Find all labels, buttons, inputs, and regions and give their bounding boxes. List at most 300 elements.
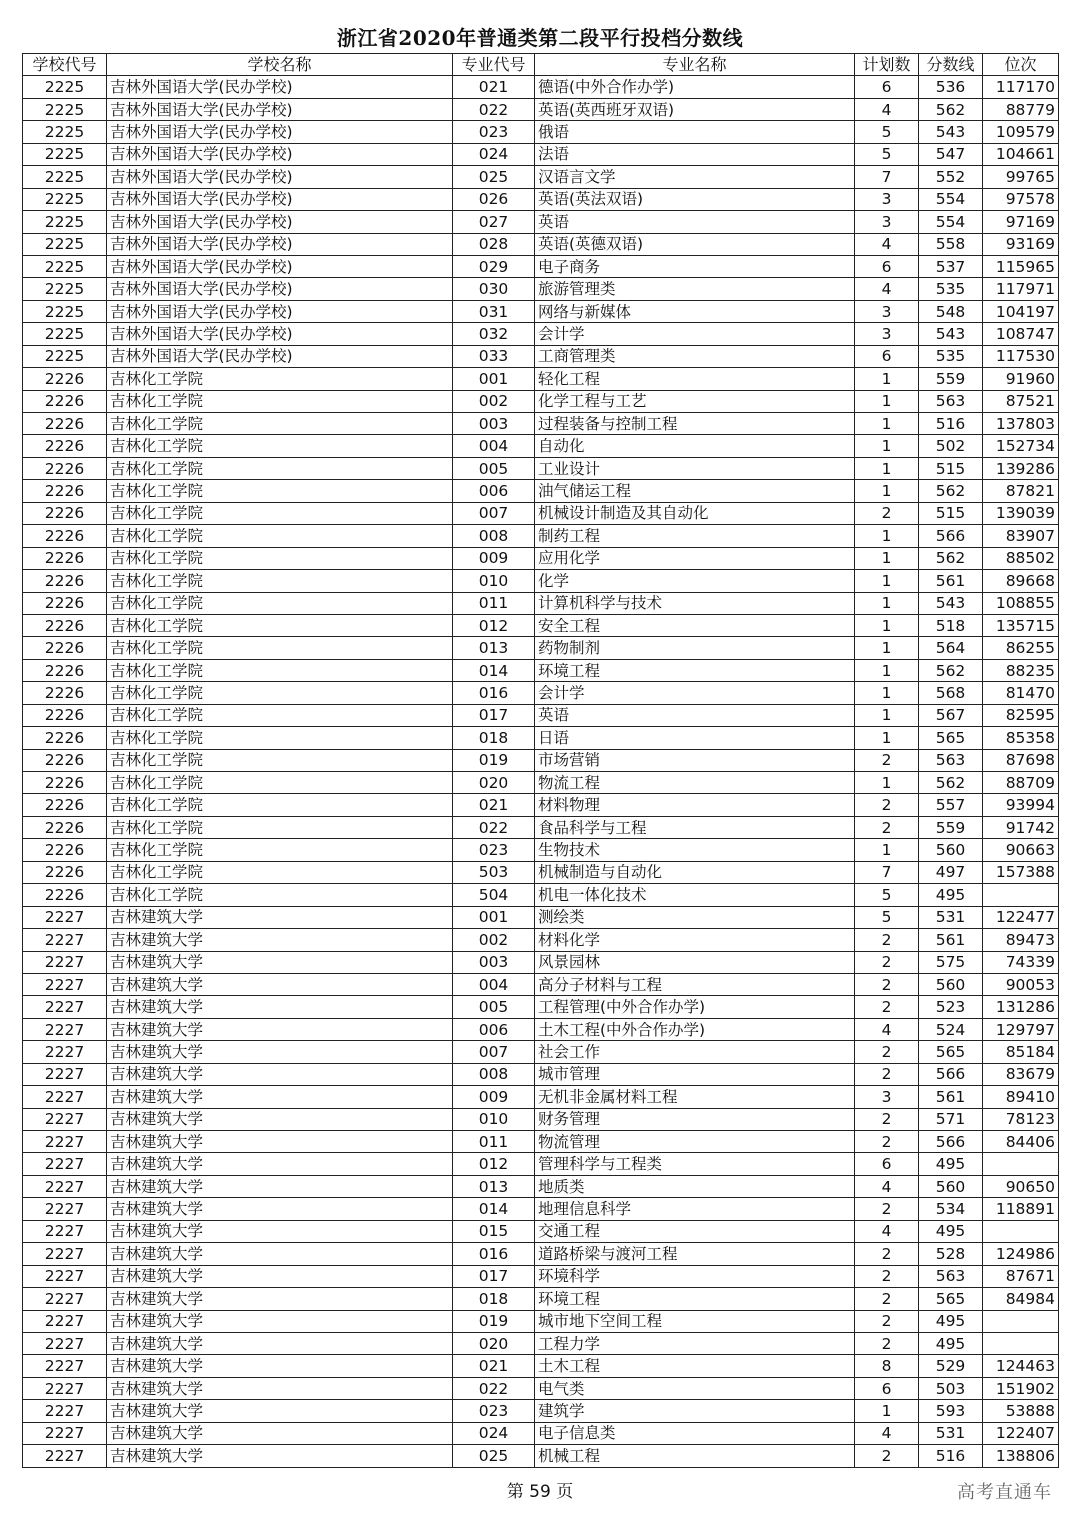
major-code-cell: 013 [453,1175,535,1197]
school-name-cell: 吉林建筑大学 [107,1220,453,1242]
score-line-cell: 524 [919,1018,983,1040]
table-row [23,1332,1059,1354]
major-code-cell: 002 [453,390,535,412]
header-major-name: 专业名称 [535,54,855,76]
rank-cell [983,1153,1059,1175]
score-line-cell: 563 [919,390,983,412]
major-name-cell: 环境工程 [535,1288,855,1310]
score-line-cell: 531 [919,1422,983,1444]
table-row [23,76,1059,98]
header-plan-count: 计划数 [855,54,919,76]
school-code-cell: 2227 [23,1243,107,1265]
table-row [23,570,1059,592]
rank-cell: 118891 [983,1198,1059,1220]
school-name-cell: 吉林化工学院 [107,457,453,479]
table-row [23,547,1059,569]
school-name-cell: 吉林化工学院 [107,659,453,681]
school-code-cell: 2226 [23,704,107,726]
plan-count-cell: 2 [855,794,919,816]
major-code-cell: 018 [453,727,535,749]
rank-cell: 91742 [983,816,1059,838]
table-row [23,816,1059,838]
school-code-cell: 2226 [23,637,107,659]
rank-cell: 117971 [983,278,1059,300]
school-name-cell: 吉林外国语大学(民办学校) [107,166,453,188]
major-code-cell: 008 [453,525,535,547]
plan-count-cell: 1 [855,480,919,502]
score-line-cell: 529 [919,1355,983,1377]
school-name-cell: 吉林建筑大学 [107,996,453,1018]
school-name-cell: 吉林外国语大学(民办学校) [107,233,453,255]
school-code-cell: 2225 [23,233,107,255]
score-line-cell: 495 [919,884,983,906]
school-name-cell: 吉林建筑大学 [107,1153,453,1175]
score-line-cell: 562 [919,772,983,794]
plan-count-cell: 3 [855,211,919,233]
rank-cell: 86255 [983,637,1059,659]
score-line-cell: 552 [919,166,983,188]
score-line-cell: 566 [919,1131,983,1153]
table-row [23,682,1059,704]
school-code-cell: 2227 [23,996,107,1018]
major-name-cell: 药物制剂 [535,637,855,659]
major-name-cell: 会计学 [535,323,855,345]
rank-cell: 139039 [983,502,1059,524]
school-name-cell: 吉林建筑大学 [107,929,453,951]
table-row [23,749,1059,771]
plan-count-cell: 2 [855,749,919,771]
school-name-cell: 吉林建筑大学 [107,1243,453,1265]
table-row [23,1243,1059,1265]
header-school-code: 学校代号 [23,54,107,76]
major-code-cell: 005 [453,457,535,479]
school-name-cell: 吉林化工学院 [107,637,453,659]
major-name-cell: 环境科学 [535,1265,855,1287]
major-name-cell: 会计学 [535,682,855,704]
school-code-cell: 2226 [23,659,107,681]
score-line-cell: 560 [919,839,983,861]
score-line-cell: 535 [919,278,983,300]
major-name-cell: 过程装备与控制工程 [535,413,855,435]
score-line-cell: 502 [919,435,983,457]
rank-cell: 124463 [983,1355,1059,1377]
school-code-cell: 2225 [23,188,107,210]
school-name-cell: 吉林化工学院 [107,704,453,726]
school-code-cell: 2226 [23,390,107,412]
major-code-cell: 021 [453,76,535,98]
major-name-cell: 材料物理 [535,794,855,816]
school-name-cell: 吉林建筑大学 [107,1445,453,1467]
rank-cell: 88502 [983,547,1059,569]
school-code-cell: 2226 [23,592,107,614]
major-code-cell: 016 [453,1243,535,1265]
school-code-cell: 2226 [23,368,107,390]
table-row [23,300,1059,322]
rank-cell: 122407 [983,1422,1059,1444]
score-line-cell: 523 [919,996,983,1018]
school-code-cell: 2227 [23,1108,107,1130]
school-name-cell: 吉林化工学院 [107,547,453,569]
school-name-cell: 吉林外国语大学(民办学校) [107,278,453,300]
rank-cell: 91960 [983,368,1059,390]
plan-count-cell: 1 [855,839,919,861]
table-row [23,1310,1059,1332]
school-code-cell: 2226 [23,861,107,883]
school-code-cell: 2227 [23,1198,107,1220]
major-code-cell: 010 [453,570,535,592]
major-name-cell: 地理信息科学 [535,1198,855,1220]
rank-cell: 81470 [983,682,1059,704]
school-name-cell: 吉林化工学院 [107,682,453,704]
table-row [23,278,1059,300]
school-code-cell: 2226 [23,884,107,906]
major-name-cell: 生物技术 [535,839,855,861]
rank-cell: 93994 [983,794,1059,816]
major-name-cell: 工业设计 [535,457,855,479]
table-row [23,502,1059,524]
major-name-cell: 城市管理 [535,1063,855,1085]
header-major-code: 专业代号 [453,54,535,76]
score-line-cell: 516 [919,413,983,435]
plan-count-cell: 2 [855,1041,919,1063]
table-row [23,906,1059,928]
header-rank: 位次 [983,54,1059,76]
major-name-cell: 机电一体化技术 [535,884,855,906]
plan-count-cell: 1 [855,659,919,681]
major-code-cell: 017 [453,704,535,726]
score-line-cell: 515 [919,502,983,524]
major-name-cell: 轻化工程 [535,368,855,390]
score-line-cell: 565 [919,1041,983,1063]
score-line-cell: 495 [919,1332,983,1354]
school-code-cell: 2226 [23,502,107,524]
rank-cell: 108747 [983,323,1059,345]
major-name-cell: 英语(英德双语) [535,233,855,255]
table-row [23,1063,1059,1085]
major-name-cell: 无机非金属材料工程 [535,1086,855,1108]
plan-count-cell: 2 [855,1198,919,1220]
score-line-cell: 562 [919,659,983,681]
score-line-cell: 563 [919,1265,983,1287]
table-body [23,76,1059,1467]
school-name-cell: 吉林建筑大学 [107,906,453,928]
rank-cell: 97169 [983,211,1059,233]
school-code-cell: 2225 [23,76,107,98]
plan-count-cell: 1 [855,682,919,704]
school-code-cell: 2226 [23,435,107,457]
major-name-cell: 工程力学 [535,1332,855,1354]
rank-cell: 131286 [983,996,1059,1018]
school-name-cell: 吉林外国语大学(民办学校) [107,323,453,345]
school-code-cell: 2227 [23,1310,107,1332]
major-name-cell: 土木工程(中外合作办学) [535,1018,855,1040]
score-line-cell: 565 [919,727,983,749]
rank-cell: 97578 [983,188,1059,210]
major-code-cell: 012 [453,614,535,636]
major-code-cell: 025 [453,1445,535,1467]
score-line-cell: 535 [919,345,983,367]
rank-cell: 90053 [983,973,1059,995]
score-line-cell: 560 [919,1175,983,1197]
rank-cell [983,1332,1059,1354]
school-name-cell: 吉林化工学院 [107,794,453,816]
plan-count-cell: 7 [855,166,919,188]
major-name-cell: 道路桥梁与渡河工程 [535,1243,855,1265]
table-row [23,884,1059,906]
score-line-cell: 566 [919,525,983,547]
table-row [23,98,1059,120]
school-name-cell: 吉林外国语大学(民办学校) [107,143,453,165]
table-row [23,413,1059,435]
rank-cell: 88235 [983,659,1059,681]
school-code-cell: 2225 [23,121,107,143]
table-row [23,1175,1059,1197]
rank-cell: 135715 [983,614,1059,636]
table-row [23,345,1059,367]
rank-cell: 74339 [983,951,1059,973]
table-row [23,233,1059,255]
major-code-cell: 018 [453,1288,535,1310]
major-code-cell: 031 [453,300,535,322]
major-code-cell: 008 [453,1063,535,1085]
major-name-cell: 交通工程 [535,1220,855,1242]
plan-count-cell: 1 [855,727,919,749]
plan-count-cell: 2 [855,996,919,1018]
major-code-cell: 016 [453,682,535,704]
school-code-cell: 2225 [23,98,107,120]
score-line-cell: 518 [919,614,983,636]
table-row [23,390,1059,412]
school-name-cell: 吉林外国语大学(民办学校) [107,345,453,367]
score-line-cell: 575 [919,951,983,973]
rank-cell: 83907 [983,525,1059,547]
score-line-cell: 593 [919,1400,983,1422]
major-code-cell: 023 [453,1400,535,1422]
school-name-cell: 吉林建筑大学 [107,1400,453,1422]
major-name-cell: 物流工程 [535,772,855,794]
plan-count-cell: 2 [855,816,919,838]
plan-count-cell: 1 [855,368,919,390]
school-name-cell: 吉林化工学院 [107,502,453,524]
school-code-cell: 2227 [23,1288,107,1310]
table-row [23,1377,1059,1399]
school-code-cell: 2227 [23,1400,107,1422]
major-code-cell: 012 [453,1153,535,1175]
school-code-cell: 2227 [23,1332,107,1354]
school-code-cell: 2227 [23,951,107,973]
table-row [23,794,1059,816]
major-name-cell: 电气类 [535,1377,855,1399]
plan-count-cell: 6 [855,1377,919,1399]
major-code-cell: 022 [453,816,535,838]
school-name-cell: 吉林建筑大学 [107,973,453,995]
school-code-cell: 2226 [23,749,107,771]
major-code-cell: 024 [453,1422,535,1444]
school-name-cell: 吉林建筑大学 [107,1108,453,1130]
score-line-cell: 534 [919,1198,983,1220]
table-row [23,861,1059,883]
table-row [23,1041,1059,1063]
rank-cell: 115965 [983,255,1059,277]
major-name-cell: 食品科学与工程 [535,816,855,838]
rank-cell: 104661 [983,143,1059,165]
plan-count-cell: 2 [855,1108,919,1130]
school-name-cell: 吉林建筑大学 [107,1175,453,1197]
table-row [23,1131,1059,1153]
score-line-cell: 543 [919,592,983,614]
score-line-cell: 561 [919,929,983,951]
major-name-cell: 英语(英西班牙双语) [535,98,855,120]
school-name-cell: 吉林建筑大学 [107,1018,453,1040]
score-line-cell: 495 [919,1220,983,1242]
table-row [23,255,1059,277]
major-code-cell: 028 [453,233,535,255]
major-code-cell: 019 [453,1310,535,1332]
school-name-cell: 吉林化工学院 [107,435,453,457]
major-code-cell: 011 [453,592,535,614]
rank-cell: 137803 [983,413,1059,435]
plan-count-cell: 6 [855,1153,919,1175]
major-code-cell: 001 [453,906,535,928]
major-name-cell: 俄语 [535,121,855,143]
rank-cell: 88779 [983,98,1059,120]
rank-cell: 78123 [983,1108,1059,1130]
school-name-cell: 吉林建筑大学 [107,951,453,973]
score-line-cell: 560 [919,973,983,995]
major-name-cell: 高分子材料与工程 [535,973,855,995]
table-row [23,457,1059,479]
school-code-cell: 2225 [23,211,107,233]
plan-count-cell: 2 [855,1332,919,1354]
plan-count-cell: 1 [855,525,919,547]
school-code-cell: 2226 [23,413,107,435]
rank-cell: 157388 [983,861,1059,883]
rank-cell: 129797 [983,1018,1059,1040]
school-name-cell: 吉林化工学院 [107,592,453,614]
school-name-cell: 吉林建筑大学 [107,1131,453,1153]
school-code-cell: 2226 [23,682,107,704]
rank-cell: 87821 [983,480,1059,502]
rank-cell: 122477 [983,906,1059,928]
plan-count-cell: 6 [855,255,919,277]
school-code-cell: 2227 [23,1422,107,1444]
major-name-cell: 汉语言文学 [535,166,855,188]
school-code-cell: 2225 [23,323,107,345]
major-name-cell: 应用化学 [535,547,855,569]
table-row [23,1288,1059,1310]
rank-cell: 89668 [983,570,1059,592]
rank-cell: 85184 [983,1041,1059,1063]
table-row [23,323,1059,345]
rank-cell: 90663 [983,839,1059,861]
header-school-name: 学校名称 [107,54,453,76]
major-name-cell: 日语 [535,727,855,749]
major-code-cell: 503 [453,861,535,883]
score-line-cell: 563 [919,749,983,771]
school-code-cell: 2226 [23,480,107,502]
rank-cell: 117530 [983,345,1059,367]
plan-count-cell: 2 [855,973,919,995]
table-row [23,772,1059,794]
table-row [23,1086,1059,1108]
major-code-cell: 004 [453,435,535,457]
major-code-cell: 011 [453,1131,535,1153]
table-row [23,1355,1059,1377]
score-line-cell: 503 [919,1377,983,1399]
rank-cell: 93169 [983,233,1059,255]
school-name-cell: 吉林建筑大学 [107,1377,453,1399]
major-name-cell: 安全工程 [535,614,855,636]
major-code-cell: 033 [453,345,535,367]
school-name-cell: 吉林化工学院 [107,861,453,883]
table-row [23,996,1059,1018]
school-name-cell: 吉林化工学院 [107,413,453,435]
major-name-cell: 计算机科学与技术 [535,592,855,614]
plan-count-cell: 5 [855,906,919,928]
score-line-cell: 562 [919,98,983,120]
major-code-cell: 030 [453,278,535,300]
table-row [23,637,1059,659]
major-code-cell: 010 [453,1108,535,1130]
major-code-cell: 014 [453,659,535,681]
school-name-cell: 吉林化工学院 [107,570,453,592]
score-line-cell: 562 [919,547,983,569]
school-code-cell: 2225 [23,300,107,322]
major-name-cell: 制药工程 [535,525,855,547]
major-name-cell: 市场营销 [535,749,855,771]
major-code-cell: 026 [453,188,535,210]
major-code-cell: 023 [453,839,535,861]
major-code-cell: 021 [453,1355,535,1377]
school-code-cell: 2226 [23,794,107,816]
school-code-cell: 2227 [23,973,107,995]
major-code-cell: 005 [453,996,535,1018]
table-row [23,1422,1059,1444]
school-name-cell: 吉林建筑大学 [107,1355,453,1377]
school-name-cell: 吉林化工学院 [107,368,453,390]
major-name-cell: 化学 [535,570,855,592]
score-line-cell: 543 [919,323,983,345]
major-code-cell: 017 [453,1265,535,1287]
school-name-cell: 吉林建筑大学 [107,1310,453,1332]
table-row [23,121,1059,143]
major-name-cell: 机械设计制造及其自动化 [535,502,855,524]
school-name-cell: 吉林化工学院 [107,884,453,906]
page-title: 浙江省2020年普通类第二段平行投档分数线 [336,26,744,50]
plan-count-cell: 2 [855,929,919,951]
plan-count-cell: 3 [855,188,919,210]
school-code-cell: 2227 [23,1445,107,1467]
major-name-cell: 德语(中外合作办学) [535,76,855,98]
major-name-cell: 建筑学 [535,1400,855,1422]
major-code-cell: 029 [453,255,535,277]
school-name-cell: 吉林建筑大学 [107,1063,453,1085]
major-code-cell: 504 [453,884,535,906]
major-code-cell: 009 [453,1086,535,1108]
score-line-cell: 554 [919,211,983,233]
school-name-cell: 吉林化工学院 [107,816,453,838]
score-line-cell: 536 [919,76,983,98]
table-row [23,727,1059,749]
plan-count-cell: 4 [855,278,919,300]
school-code-cell: 2227 [23,1018,107,1040]
rank-cell: 151902 [983,1377,1059,1399]
score-line-cell: 516 [919,1445,983,1467]
school-name-cell: 吉林化工学院 [107,390,453,412]
plan-count-cell: 1 [855,637,919,659]
rank-cell: 109579 [983,121,1059,143]
plan-count-cell: 4 [855,1175,919,1197]
